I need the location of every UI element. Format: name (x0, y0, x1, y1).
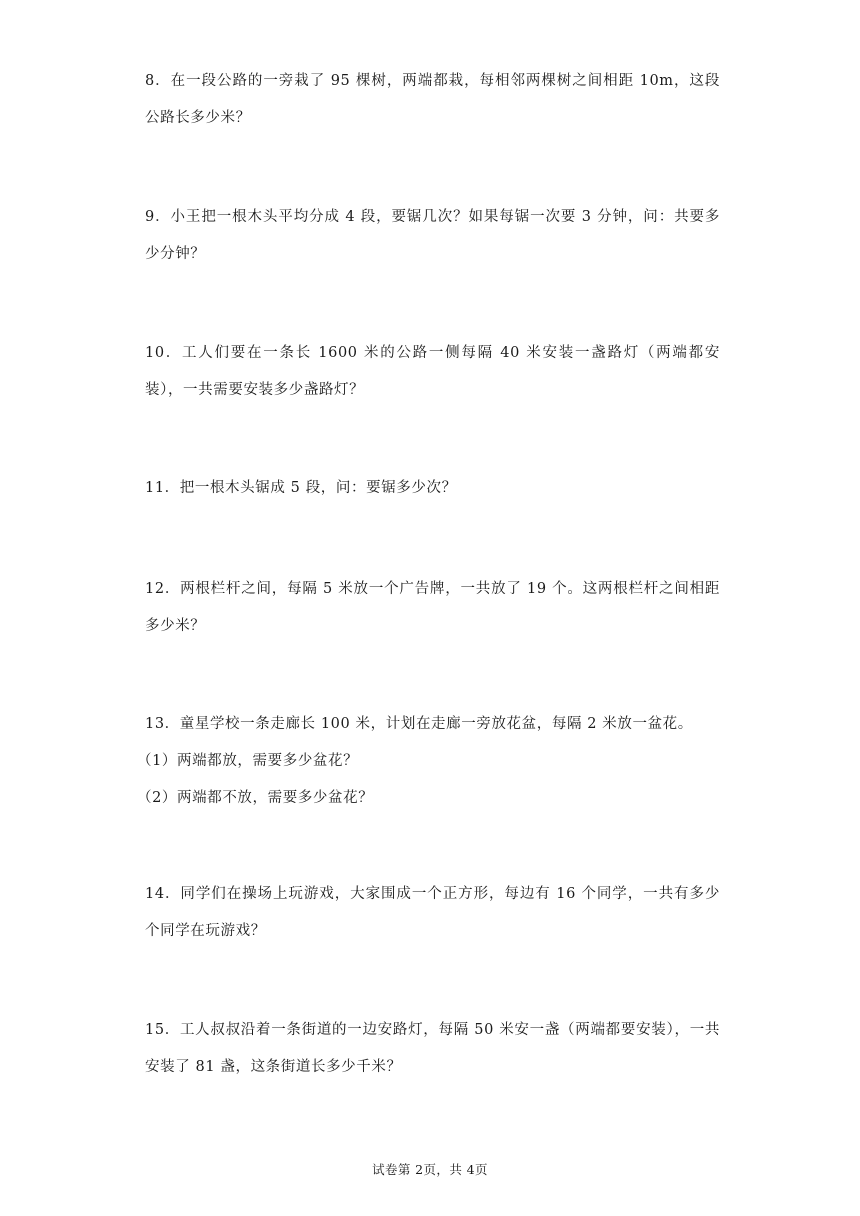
question-10 (145, 335, 720, 409)
question-15-text: 15．工人叔叔沿着一条街道的一边安路灯，每隔 50 米安一盏（两端都要安装），一共安装了 81 盏，这条街道长多少千米？ (145, 1022, 720, 1075)
question-11 (145, 470, 720, 507)
question-13-sub-1: （1）两端都放，需要多少盆花？ (137, 753, 359, 769)
question-11-text: 11．把一根木头锯成 5 段，问：要锯多少次？ (145, 480, 457, 496)
question-13-sub-2: （2）两端都不放，需要多少盆花？ (137, 790, 374, 806)
page-footer: 试卷第 2页，共 4页 (372, 1162, 488, 1177)
question-14-text: 14．同学们在操场上玩游戏，大家围成一个正方形，每边有 16 个同学，一共有多少个同学在玩游戏？ (145, 886, 720, 939)
question-8 (145, 63, 720, 137)
question-14 (145, 876, 720, 950)
question-15 (145, 1012, 720, 1086)
question-13 (137, 706, 720, 817)
question-12-text: 12．两根栏杆之间，每隔 5 米放一个广告牌，一共放了 19 个。这两根栏杆之间相距多少米？ (145, 581, 720, 634)
question-10-text: 10．工人们要在一条长 1600 米的公路一侧每隔 40 米安装一盏路灯（两端都安装），一共需要安装多少盏路灯？ (145, 345, 720, 398)
question-8-text: 8．在一段公路的一旁栽了 95 棵树，两端都栽，每相邻两棵树之间相距 10m，这段公路长多少米？ (145, 73, 720, 126)
question-12 (145, 571, 720, 645)
question-13-text: 13．童星学校一条走廊长 100 米，计划在走廊一旁放花盆，每隔 2 米放一盆花。 (145, 716, 693, 732)
question-9 (145, 199, 720, 273)
question-9-text: 9．小王把一根木头平均分成 4 段，要锯几次？如果每锯一次要 3 分钟，问：共要多少分钟？ (145, 209, 720, 262)
